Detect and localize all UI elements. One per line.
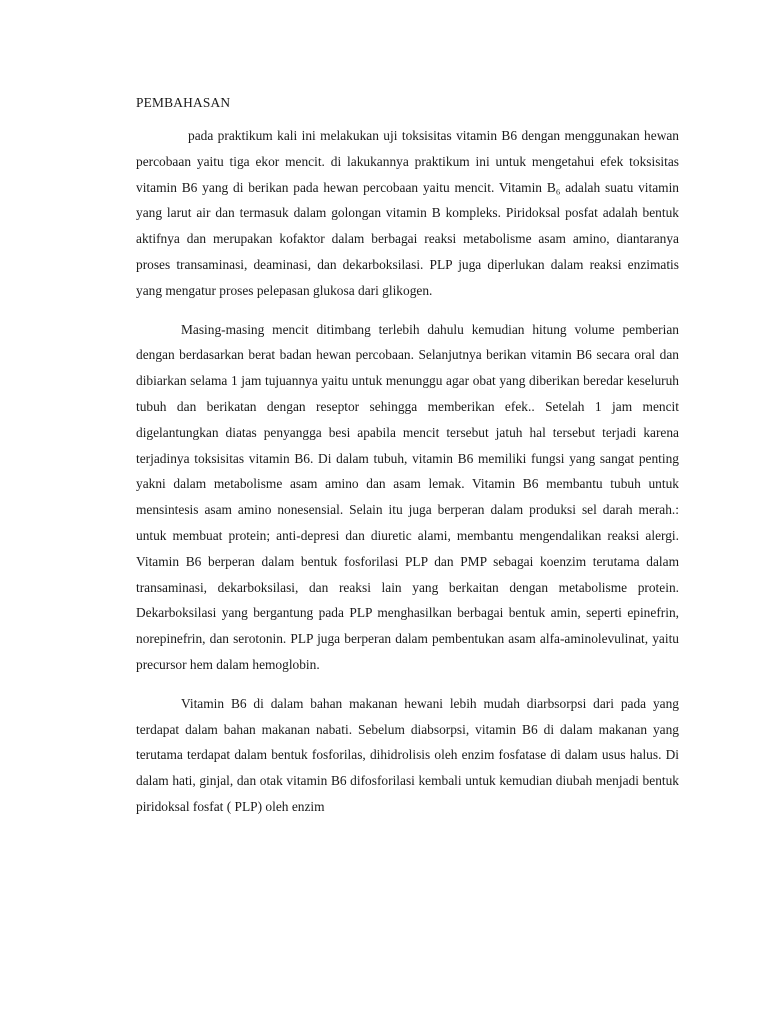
paragraph-1: pada praktikum kali ini melakukan uji toksisitas vitamin B6 dengan menggunakan hewan percobaan yaitu tiga ekor mencit. di lakukannya praktikum ini untuk mengetahui efek toksisitas vitamin B6 yang di berikan pada hewan percobaan yaitu mencit. Vitamin B₆ adalah suatu vitamin yang larut air dan termasuk dalam golongan vitamin B kompleks. Piridoksal posfat adalah bentuk aktifnya dan merupakan kofaktor dalam berbagai reaksi metabolisme asam amino, diantaranya proses transaminasi, deaminasi, dan dekarboksilasi. PLP juga diperlukan dalam reaksi enzimatis yang mengatur proses pelepasan glukosa dari glikogen.: [136, 128, 679, 298]
paragraph-3: Vitamin B6 di dalam bahan makanan hewani lebih mudah diarbsorpsi dari pada yang terdapat dalam bahan makanan nabati. Sebelum diabsorpsi, vitamin B6 di dalam makanan yang terutama terdapat dalam bentuk fosforilas, dihidrolisis oleh enzim fosfatase di dalam usus halus. Di dalam hati, ginjal, dan otak vitamin B6 difosforilasi kembali untuk kemudian diubah menjadi bentuk piridoksal fosfat ( PLP) oleh enzim: [136, 695, 679, 814]
section-heading: PEMBAHASAN: [136, 95, 231, 110]
document-body: [136, 94, 679, 833]
paragraph-2: Masing-masing mencit ditimbang terlebih dahulu kemudian hitung volume pemberian dengan berdasarkan berat badan hewan percobaan. Selanjutnya berikan vitamin B6 secara oral dan dibiarkan selama 1 jam tujuannya yaitu untuk menunggu agar obat yang diberikan beredar keseluruh tubuh dan berikatan dengan reseptor sehingga memberikan efek.. Setelah 1 jam mencit digelantungkan diatas penyangga besi apabila mencit tersebut jatuh hal tersebut terjadi karena terjadinya toksisitas vitamin B6. Di dalam tubuh, vitamin B6 memiliki fungsi yang sangat penting yakni dalam metabolisme asam amino dan asam lemak. Vitamin B6 membantu tubuh untuk mensintesis asam amino nonesensial. Selain itu juga berperan dalam produksi sel darah merah.: untuk membuat protein; anti-depresi dan diuretic alami, membantu mengendalikan reaksi alergi. Vitamin B6 berperan dalam bentuk fosforilasi PLP dan PMP sebagai koenzim terutama dalam transaminasi, dekarboksilasi, dan reaksi lain yang berkaitan dengan metabolisme protein. Dekarboksilasi yang bergantung pada PLP menghasilkan berbagai bentuk amin, seperti epinefrin, norepinefrin, dan serotonin. PLP juga berperan dalam pembentukan asam alfa-aminolevulinat, yaitu precursor hem dalam hemoglobin.: [136, 321, 679, 672]
